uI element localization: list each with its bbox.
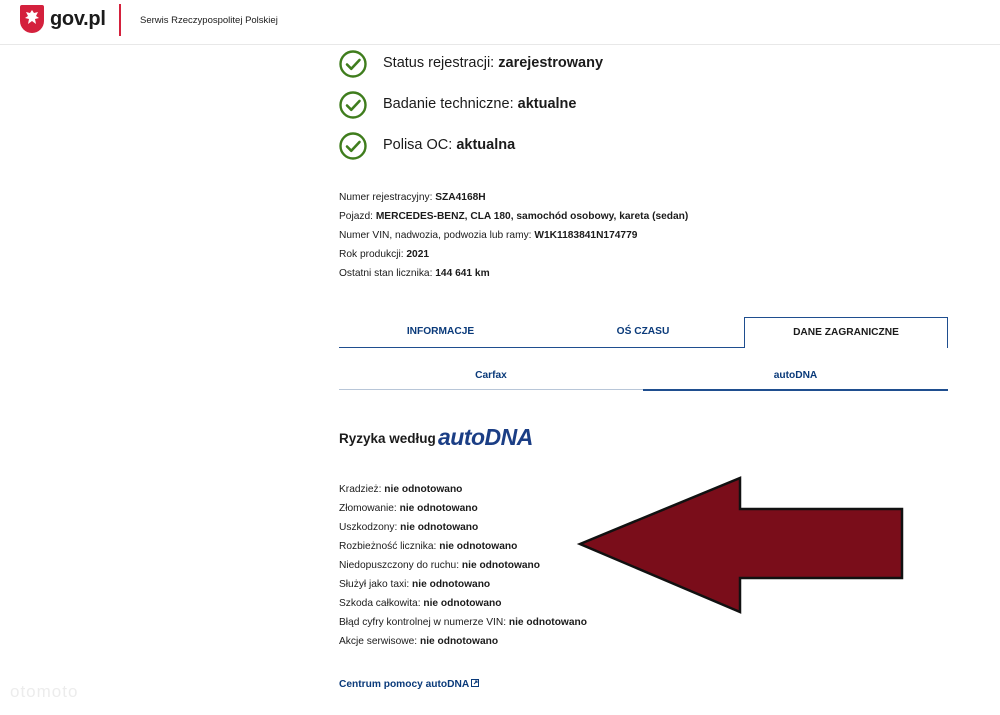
risk-label: Uszkodzony: xyxy=(339,522,401,533)
risk-label: Niedopuszczony do ruchu: xyxy=(339,560,462,571)
status-value: aktualne xyxy=(517,96,577,112)
tab-dane-zagraniczne[interactable]: DANE ZAGRANICZNE xyxy=(744,317,948,348)
subtab-autodna[interactable]: autoDNA xyxy=(643,362,948,391)
status-label: Polisa OC: xyxy=(383,137,457,153)
detail-label: Rok produkcji: xyxy=(339,249,407,260)
risk-value: nie odnotowano xyxy=(461,560,540,571)
risk-label: Złomowanie: xyxy=(339,503,400,514)
check-circle-icon xyxy=(338,131,368,161)
detail-label: Numer rejestracyjny: xyxy=(339,192,436,203)
watermark: otomoto xyxy=(10,682,79,701)
detail-value: 144 641 km xyxy=(435,268,490,279)
list-item xyxy=(339,556,587,575)
brand-logo[interactable]: gov.pl xyxy=(50,8,106,30)
header-subtitle: Serwis Rzeczypospolitej Polskiej xyxy=(140,15,278,26)
risk-label: Szkoda całkowita: xyxy=(339,598,424,609)
risk-value: nie odnotowano xyxy=(423,598,502,609)
risk-value: nie odnotowano xyxy=(399,503,478,514)
check-circle-icon xyxy=(338,49,368,79)
sub-tabs xyxy=(339,362,948,390)
list-item xyxy=(339,537,587,556)
risk-value: nie odnotowano xyxy=(412,579,491,590)
risk-label: Akcje serwisowe: xyxy=(339,636,420,647)
autodna-logo: autoDNA xyxy=(438,424,533,450)
help-link-label: Centrum pomocy autoDNA xyxy=(339,679,470,690)
risk-value: nie odnotowano xyxy=(439,541,518,552)
detail-value: W1K1183841N174779 xyxy=(534,230,638,241)
detail-odometer xyxy=(339,264,688,283)
risk-value: nie odnotowano xyxy=(419,636,499,647)
vehicle-details xyxy=(339,188,688,283)
detail-vehicle xyxy=(339,207,688,226)
help-center-link[interactable] xyxy=(339,679,479,690)
risk-value: nie odnotowano xyxy=(384,484,463,495)
main-tabs xyxy=(339,317,948,348)
detail-registration-number xyxy=(339,188,688,207)
polish-eagle-emblem-icon[interactable] xyxy=(20,5,44,33)
detail-label: Pojazd: xyxy=(339,211,376,222)
external-link-icon xyxy=(471,679,479,687)
subtab-carfax[interactable]: Carfax xyxy=(339,362,643,390)
risk-list xyxy=(339,480,587,651)
list-item xyxy=(339,613,587,632)
tab-informacje[interactable]: INFORMACJE xyxy=(339,317,542,348)
detail-value: MERCEDES-BENZ, CLA 180, samochód osobowy, kareta (sedan) xyxy=(375,211,689,222)
status-value: aktualna xyxy=(456,137,516,153)
list-item xyxy=(339,594,587,613)
detail-value: 2021 xyxy=(406,249,430,260)
detail-label: Ostatni stan licznika: xyxy=(339,268,436,279)
check-circle-icon xyxy=(338,90,368,120)
left-arrow-icon xyxy=(575,476,905,614)
list-item xyxy=(339,499,587,518)
tab-os-czasu[interactable]: OŚ CZASU xyxy=(542,317,744,348)
list-item xyxy=(339,632,587,651)
list-item xyxy=(339,518,587,537)
status-label: Status rejestracji: xyxy=(383,55,499,71)
list-item xyxy=(339,575,587,594)
risk-value: nie odnotowano xyxy=(508,617,587,628)
site-header xyxy=(0,0,1000,45)
detail-value: SZA4168H xyxy=(435,192,486,203)
risk-label: Rozbieżność licznika: xyxy=(339,541,440,552)
risk-label: Kradzież: xyxy=(339,484,385,495)
risk-value: nie odnotowano xyxy=(400,522,479,533)
header-divider xyxy=(119,4,121,36)
list-item xyxy=(339,480,587,499)
detail-vin xyxy=(339,226,688,245)
risk-label: Służył jako taxi: xyxy=(339,579,413,590)
detail-production-year xyxy=(339,245,688,264)
risk-label: Błąd cyfry kontrolnej w numerze VIN: xyxy=(339,617,509,628)
detail-label: Numer VIN, nadwozia, podwozia lub ramy: xyxy=(339,230,535,241)
status-value: zarejestrowany xyxy=(498,55,604,71)
risk-title: Ryzyka według xyxy=(339,431,436,446)
status-label: Badanie techniczne: xyxy=(383,96,518,112)
